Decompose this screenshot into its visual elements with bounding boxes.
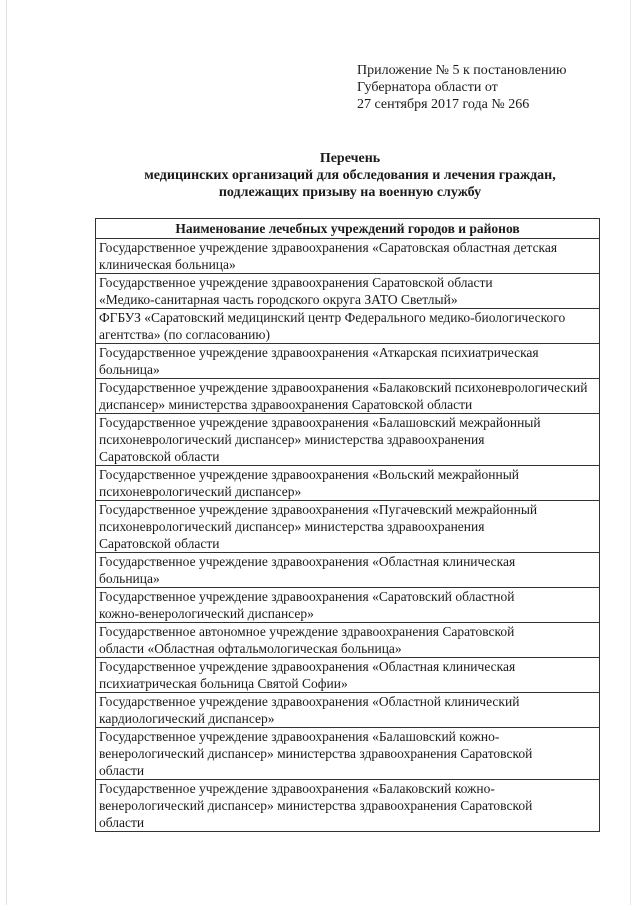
institution-line: психоневрологический диспансер» министерства здравоохранения [99, 519, 485, 534]
institution-line: Саратовской области [99, 449, 220, 464]
institution-line: области [99, 815, 145, 830]
institution-cell [96, 693, 600, 728]
appendix-line-1: Приложение № 5 к постановлению [357, 63, 567, 78]
title-line-2: медицинских организаций для обследования и лечения граждан, [144, 168, 556, 183]
institution-line: психиатрическая больница Святой Софии» [99, 676, 348, 691]
table-row [96, 553, 600, 588]
institution-line: Государственное учреждение здравоохранения «Балаковский психоневрологический [99, 380, 588, 395]
institution-cell [96, 553, 600, 588]
institution-cell [96, 309, 600, 344]
scan-edge-right [630, 0, 631, 905]
institution-line: ФГБУЗ «Саратовский медицинский центр Федерального медико-биологического [99, 310, 566, 325]
title-line-3: подлежащих призыву на военную службу [218, 185, 482, 200]
institution-cell [96, 344, 600, 379]
appendix-line-2: Губернатора области от [357, 80, 498, 95]
institution-line: Государственное учреждение здравоохранения «Саратовский областной [99, 589, 515, 604]
table-row [96, 239, 600, 274]
institution-line: Государственное учреждение здравоохранения Саратовской области [99, 275, 493, 290]
institution-line: области «Областная офтальмологическая больница» [99, 641, 402, 656]
table-header: Наименование лечебных учреждений городов и районов [96, 219, 600, 239]
institution-line: Государственное учреждение здравоохранения «Областная клиническая [99, 659, 516, 674]
institution-line: венерологический диспансер» министерства здравоохранения Саратовской [99, 798, 533, 813]
institution-line: агентства» (по согласованию) [99, 327, 270, 342]
institution-line: Государственное учреждение здравоохранения «Саратовская областная детская [99, 240, 558, 255]
institution-line: диспансер» министерства здравоохранения Саратовской области [99, 397, 473, 412]
institution-line: Государственное учреждение здравоохранения «Областной клинический [99, 694, 520, 709]
appendix-line-3: 27 сентября 2017 года № 266 [357, 97, 530, 112]
institution-cell [96, 466, 600, 501]
institution-cell [96, 501, 600, 553]
institution-line: Государственное учреждение здравоохранения «Балашовский кожно- [99, 729, 500, 744]
institution-cell [96, 728, 600, 780]
table-row [96, 344, 600, 379]
table-row [96, 693, 600, 728]
table-row [96, 588, 600, 623]
table-row [96, 658, 600, 693]
institution-cell [96, 414, 600, 466]
title-line-1: Перечень [319, 151, 381, 166]
table-row [96, 780, 600, 832]
table-row [96, 309, 600, 344]
scan-edge-left [6, 0, 7, 905]
table-row [96, 379, 600, 414]
institutions-table [95, 218, 600, 832]
institution-line: Государственное учреждение здравоохранения «Балашовский межрайонный [99, 415, 541, 430]
institution-line: больница» [99, 362, 160, 377]
institution-line: больница» [99, 571, 160, 586]
institution-line: «Медико-санитарная часть городского округа ЗАТО Светлый» [99, 292, 458, 307]
institution-line: кардиологический диспансер» [99, 711, 275, 726]
table-row [96, 274, 600, 309]
institution-line: области [99, 763, 145, 778]
institution-line: Государственное учреждение здравоохранения «Аткарская психиатрическая [99, 345, 539, 360]
institution-line: Государственное учреждение здравоохранения «Балаковский кожно- [99, 781, 495, 796]
institution-cell [96, 780, 600, 832]
table-row [96, 728, 600, 780]
table-row [96, 414, 600, 466]
institution-cell [96, 588, 600, 623]
institution-line: венерологический диспансер» министерства здравоохранения Саратовской [99, 746, 533, 761]
table-header-row [96, 219, 600, 239]
institution-line: Саратовской области [99, 536, 220, 551]
institution-line: Государственное учреждение здравоохранения «Областная клиническая [99, 554, 516, 569]
institution-line: клиническая больница» [99, 257, 236, 272]
institution-line: кожно-венерологический диспансер» [99, 606, 314, 621]
document-title [100, 150, 600, 201]
institution-line: Государственное учреждение здравоохранения «Вольский межрайонный [99, 467, 520, 482]
institution-cell [96, 239, 600, 274]
institution-line: психоневрологический диспансер» [99, 484, 302, 499]
appendix-reference [357, 62, 566, 113]
institution-cell [96, 379, 600, 414]
institution-line: психоневрологический диспансер» министерства здравоохранения [99, 432, 485, 447]
table-row [96, 623, 600, 658]
institution-line: Государственное учреждение здравоохранения «Пугачевский межрайонный [99, 502, 538, 517]
table-body [96, 239, 600, 832]
table-row [96, 466, 600, 501]
institution-line: Государственное автономное учреждение здравоохранения Саратовской [99, 624, 515, 639]
table-row [96, 501, 600, 553]
institution-cell [96, 623, 600, 658]
institution-cell [96, 274, 600, 309]
institution-cell [96, 658, 600, 693]
